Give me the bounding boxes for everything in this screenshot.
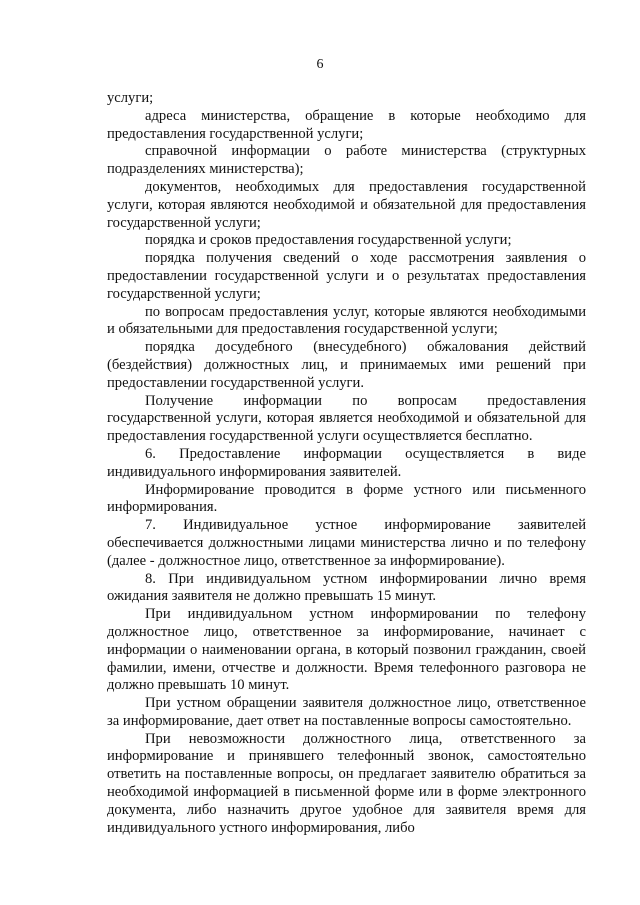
document-body (107, 90, 586, 837)
paragraph: адреса министерства, обращение в которые необходимо для предоставления государственной услуги; (107, 107, 586, 142)
paragraph: порядка получения сведений о ходе рассмотрения заявления о предоставлении государственной услуги и о результатах предоставления государственной услуги; (107, 250, 586, 302)
paragraph: Информирование проводится в форме устного или письменного информирования. (107, 481, 586, 516)
paragraph: справочной информации о работе министерства (структурных подразделениях министерства); (107, 143, 586, 178)
paragraph: документов, необходимых для предоставления государственной услуги, которая являются необходимой и обязательной для предоставления государственной услуги; (107, 178, 586, 231)
paragraph: При индивидуальном устном информировании по телефону должностное лицо, ответственное за информирование, начинает с информации о наименовании органа, в который позвонил гражданин, своей фамилии, имени, отчестве и должности. Время телефонного разговора не должно превышать 10 минут. (107, 606, 586, 694)
paragraph: 7. Индивидуальное устное информирование заявителей обеспечивается должностными лицами министерства лично и по телефону (далее - должностное лицо, ответственное за информирование). (107, 517, 586, 569)
paragraph: порядка досудебного (внесудебного) обжалования действий (бездействия) должностных лиц, и принимаемых ими решений при предоставлении государственной услуги. (107, 339, 586, 391)
paragraph: 6. Предоставление информации осуществляется в виде индивидуального информирования заявителей. (107, 445, 586, 480)
paragraph: При устном обращении заявителя должностное лицо, ответственное за информирование, дает ответ на поставленные вопросы самостоятельно. (107, 695, 586, 729)
paragraph: Получение информации по вопросам предоставления государственной услуги, которая является необходимой и обязательной для предоставления государственной услуги осуществляется бесплатно. (107, 392, 586, 445)
paragraph: 8. При индивидуальном устном информировании лично время ожидания заявителя не должно превышать 15 минут. (107, 570, 586, 605)
paragraph: порядка и сроков предоставления государственной услуги; (145, 232, 512, 249)
paragraph: услуги; (107, 90, 154, 106)
paragraph: При невозможности должностного лица, ответственного за информирование и принявшего телефонный звонок, самостоятельно ответить на поставленные вопросы, он предлагает заявителю обратиться за необходимой информацией в письменной форме или в форме электронного документа, либо назначить другое удобное для заявителя время для индивидуального устного информирования, либо (107, 730, 586, 836)
page-number: 6 (316, 57, 324, 72)
paragraph: по вопросам предоставления услуг, которые являются необходимыми и обязательными для предоставления государственной услуги; (107, 303, 586, 338)
